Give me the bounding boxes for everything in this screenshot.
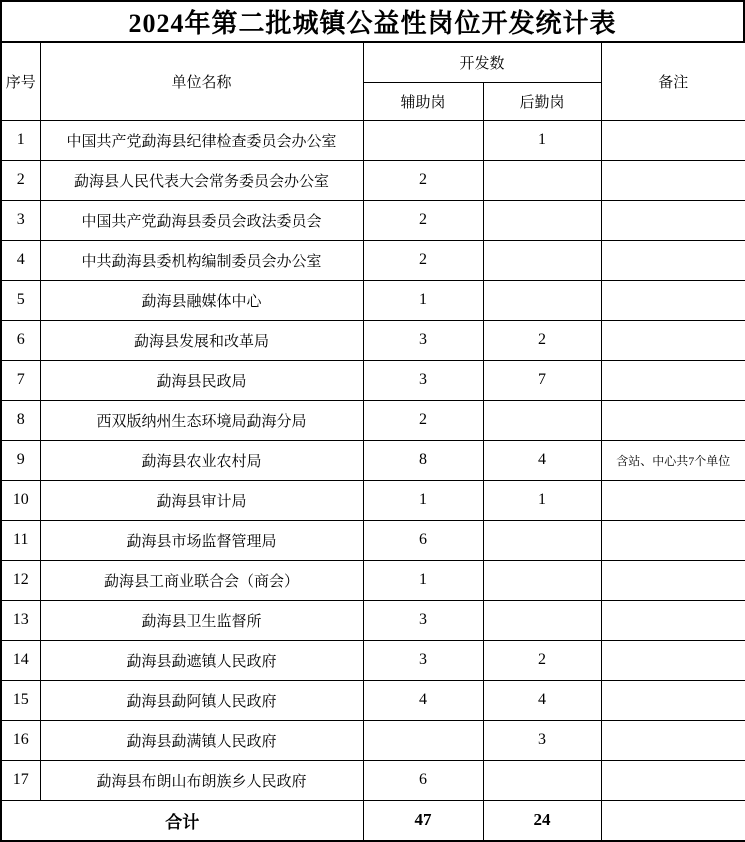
table-row [1,440,745,480]
total-logistics-count: 24 [483,800,601,841]
auxiliary-count: 6 [363,760,483,800]
auxiliary-count: 1 [363,560,483,600]
remark [601,320,745,360]
table-row [1,400,745,440]
remark [601,120,745,160]
logistics-count: 4 [483,440,601,480]
header-remark: 备注 [601,42,745,120]
logistics-count: 1 [483,480,601,520]
auxiliary-count: 2 [363,240,483,280]
remark [601,640,745,680]
remark [601,520,745,560]
auxiliary-count [363,720,483,760]
unit-name: 勐海县农业农村局 [40,440,363,480]
logistics-count [483,520,601,560]
logistics-count [483,560,601,600]
table-row [1,680,745,720]
auxiliary-count: 4 [363,680,483,720]
statistics-table [0,41,745,842]
table-row [1,640,745,680]
unit-name: 勐海县布朗山布朗族乡人民政府 [40,760,363,800]
page-title: 2024年第二批城镇公益性岗位开发统计表 [0,0,745,41]
remark [601,240,745,280]
header-logistics-post: 后勤岗 [483,82,601,120]
auxiliary-count: 3 [363,600,483,640]
row-number: 6 [1,320,40,360]
unit-name: 勐海县工商业联合会（商会） [40,560,363,600]
unit-name: 勐海县民政局 [40,360,363,400]
auxiliary-count: 2 [363,200,483,240]
row-number: 15 [1,680,40,720]
auxiliary-count: 2 [363,400,483,440]
auxiliary-count [363,120,483,160]
row-number: 9 [1,440,40,480]
header-development-count: 开发数 [363,42,601,82]
table-footer [1,800,745,841]
logistics-count [483,280,601,320]
row-number: 2 [1,160,40,200]
logistics-count [483,200,601,240]
table-body [1,120,745,800]
header-row-1 [1,42,745,82]
remark [601,680,745,720]
row-number: 13 [1,600,40,640]
row-number: 10 [1,480,40,520]
remark [601,600,745,640]
header-unit-name: 单位名称 [40,42,363,120]
table-row [1,600,745,640]
logistics-count: 3 [483,720,601,760]
auxiliary-count: 1 [363,280,483,320]
table-row [1,200,745,240]
unit-name: 勐海县人民代表大会常务委员会办公室 [40,160,363,200]
table-row [1,160,745,200]
unit-name: 勐海县审计局 [40,480,363,520]
row-number: 16 [1,720,40,760]
row-number: 17 [1,760,40,800]
auxiliary-count: 2 [363,160,483,200]
remark [601,720,745,760]
table-row [1,320,745,360]
table-row [1,520,745,560]
row-number: 1 [1,120,40,160]
row-number: 5 [1,280,40,320]
table-row [1,280,745,320]
unit-name: 勐海县发展和改革局 [40,320,363,360]
table-row [1,760,745,800]
unit-name: 中共勐海县委机构编制委员会办公室 [40,240,363,280]
remark [601,400,745,440]
table-row [1,720,745,760]
header-auxiliary-post: 辅助岗 [363,82,483,120]
table-row [1,120,745,160]
unit-name: 中国共产党勐海县委员会政法委员会 [40,200,363,240]
row-number: 3 [1,200,40,240]
remark [601,560,745,600]
unit-name: 勐海县市场监督管理局 [40,520,363,560]
table-header [1,42,745,120]
total-remark [601,800,745,841]
table-row [1,360,745,400]
unit-name: 西双版纳州生态环境局勐海分局 [40,400,363,440]
logistics-count: 7 [483,360,601,400]
row-number: 8 [1,400,40,440]
remark [601,480,745,520]
row-number: 4 [1,240,40,280]
remark [601,200,745,240]
unit-name: 勐海县卫生监督所 [40,600,363,640]
unit-name: 中国共产党勐海县纪律检查委员会办公室 [40,120,363,160]
logistics-count: 2 [483,320,601,360]
row-number: 7 [1,360,40,400]
total-row [1,800,745,841]
unit-name: 勐海县勐满镇人民政府 [40,720,363,760]
auxiliary-count: 6 [363,520,483,560]
logistics-count: 4 [483,680,601,720]
logistics-count: 1 [483,120,601,160]
auxiliary-count: 3 [363,360,483,400]
unit-name: 勐海县融媒体中心 [40,280,363,320]
remark [601,280,745,320]
logistics-count [483,400,601,440]
auxiliary-count: 3 [363,640,483,680]
total-label: 合计 [1,800,363,841]
table-row [1,240,745,280]
table-row [1,480,745,520]
remark [601,760,745,800]
row-number: 14 [1,640,40,680]
unit-name: 勐海县勐阿镇人民政府 [40,680,363,720]
unit-name: 勐海县勐遮镇人民政府 [40,640,363,680]
logistics-count [483,760,601,800]
logistics-count [483,600,601,640]
remark [601,160,745,200]
table-row [1,560,745,600]
total-auxiliary-count: 47 [363,800,483,841]
auxiliary-count: 1 [363,480,483,520]
remark [601,360,745,400]
remark: 含站、中心共7个单位 [601,440,745,480]
logistics-count [483,160,601,200]
row-number: 11 [1,520,40,560]
logistics-count: 2 [483,640,601,680]
logistics-count [483,240,601,280]
header-index: 序号 [1,42,40,120]
auxiliary-count: 3 [363,320,483,360]
auxiliary-count: 8 [363,440,483,480]
row-number: 12 [1,560,40,600]
